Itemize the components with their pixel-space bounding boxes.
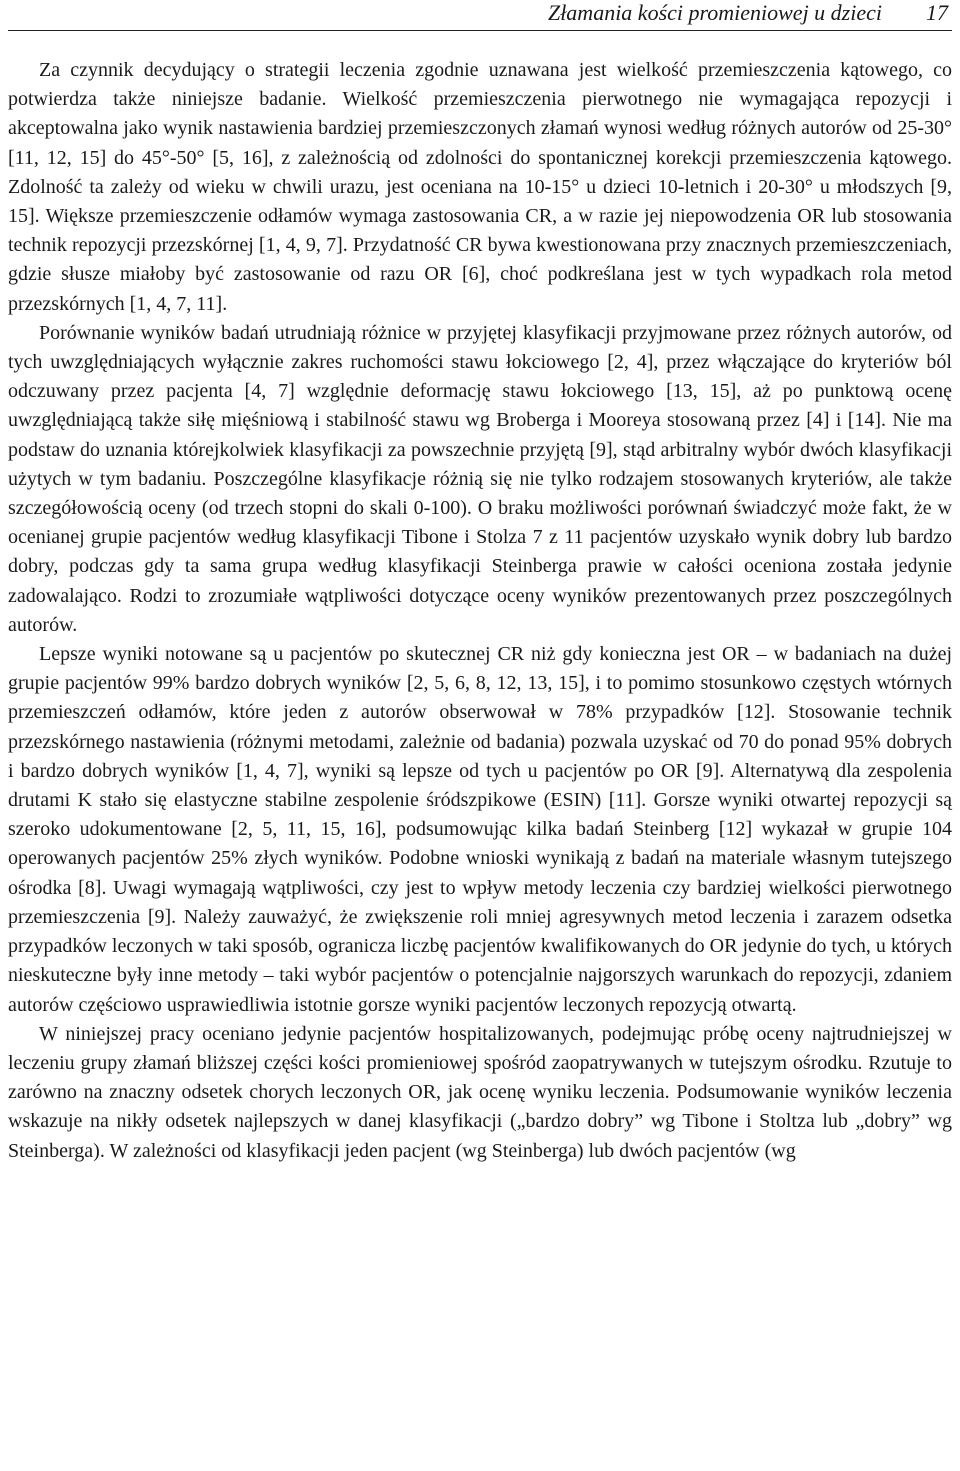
running-header-title: Złamania kości promieniowej u dzieci bbox=[547, 0, 882, 25]
paragraph: Porównanie wyników badań utrudniają różnice w przyjętej klasyfikacji przyjmowane przez różnych autorów, od tych uwzględniających wyłącznie zakres ruchomości stawu łokciowego [2, 4], przez włączające do kryteriów ból odczuwany przez pacjenta [4, 7] względnie deformację stawu łokciowego [13, 15], aż po punktową ocenę uwzględniającą także siłę mięśniową i stabilność stawu wg Broberga i Mooreya stosowaną przez [4] i [14]. Nie ma podstaw do uznania którejkolwiek klasyfikacji za powszechnie przyjętą [9], stąd arbitralny wybór dwóch klasyfikacji użytych w tym badaniu. Poszczególne klasyfikacje różnią się nie tylko rodzajem stosowanych kryteriów, ale także szczegółowością oceny (od trzech stopni do skali 0-100). O braku możliwości porównań świadczyć może fakt, że w ocenianej grupie pacjentów według klasyfikacji Tibone i Stolza 7 z 11 pacjentów uzyskało wynik dobry lub bardzo dobry, podczas gdy ta sama grupa według klasyfikacji Steinberga prawie w całości oceniona została jedynie zadowalająco. Rodzi to zrozumiałe wątpliwości dotyczące oceny wyników prezentowanych przez poszczególnych autorów. bbox=[8, 321, 952, 636]
paragraph: W niniejszej pracy oceniano jedynie pacjentów hospitalizowanych, podejmując próbę oceny najtrudniejszej w leczeniu grupy złamań bliższej części kości promieniowej spośród zaopatrywanych w tutejszym ośrodku. Rzutuje to zarówno na znaczny odsetek chorych leczonych OR, jak ocenę wyniku leczenia. Podsumowanie wyników leczenia wskazuje na nikły odsetek najlepszych w danej klasyfikacji („bardzo dobry” wg Tibone i Stoltza lub „dobry” wg Steinberga). W zależności od klasyfikacji jeden pacjent (wg Steinberga) lub dwóch pacjentów (wg bbox=[8, 1022, 952, 1162]
article-body bbox=[8, 56, 952, 1166]
page-number: 17 bbox=[926, 0, 948, 25]
paragraph: Lepsze wyniki notowane są u pacjentów po skutecznej CR niż gdy konieczna jest OR – w badaniach na dużej grupie pacjentów 99% bardzo dobrych wyników [2, 5, 6, 8, 12, 13, 15], i to pomimo stosunkowo częstych wtórnych przemieszczeń odłamów, które jeden z autorów obserwował w 78% przypadków [12]. Stosowanie technik przezskórnego nastawienia (różnymi metodami, zależnie od badania) pozwala uzyskać od 70 do ponad 95% dobrych i bardzo dobrych wyników [1, 4, 7], wyniki są lepsze od tych u pacjentów po OR [9]. Alternatywą dla zespolenia drutami K stało się elastyczne stabilne zespolenie śródszpikowe (ESIN) [11]. Gorsze wyniki otwartej repozycji są szeroko udokumentowane [2, 5, 11, 15, 16], podsumowując kilka badań Steinberg [12] wykazał w grupie 104 operowanych pacjentów 25% złych wyników. Podobne wnioski wynikają z badań na materiale własnym tutejszego ośrodka [8]. Uwagi wymagają wątpliwości, czy jest to wpływ metody leczenia czy bardziej wielkości pierwotnego przemieszczenia [9]. Należy zauważyć, że zwiększenie roli mniej agresywnych metod leczenia i zarazem odsetka przypadków leczonych w taki sposób, ogranicza liczbę pacjentów kwalifikowanych do OR jedynie do tych, u których nieskuteczne były inne metody – taki wybór pacjentów o potencjalnie najgorszych warunkach do repozycji, zdaniem autorów częściowo usprawiedliwia istotnie gorsze wyniki pacjentów leczonych repozycją otwartą. bbox=[8, 643, 952, 1016]
paragraph: Za czynnik decydujący o strategii leczenia zgodnie uznawana jest wielkość przemieszczenia kątowego, co potwierdza także niniejsze badanie. Wielkość przemieszczenia pierwotnego nie wymagająca repozycji i akceptowalna jako wynik nastawienia bardziej przemieszczonych złamań wynosi według różnych autorów od 25-30° [11, 12, 15] do 45°-50° [5, 16], z zależnością od zdolności do spontanicznej korekcji przemieszczenia kątowego. Zdolność ta zależy od wieku w chwili urazu, jest oceniana na 10-15° u dzieci 10-letnich i 20-30° u młodszych [9, 15]. Większe przemieszczenie odłamów wymaga zastosowania CR, a w razie jej niepowodzenia OR lub stosowania technik repozycji przezskórnej [1, 4, 9, 7]. Przydatność CR bywa kwestionowana przy znacznych przemieszczeniach, gdzie słusze miałoby być zastosowanie od razu OR [6], choć podkreślana jest w tych wypadkach rola metod przezskórnych [1, 4, 7, 11]. bbox=[8, 59, 952, 315]
running-header bbox=[8, 0, 952, 31]
